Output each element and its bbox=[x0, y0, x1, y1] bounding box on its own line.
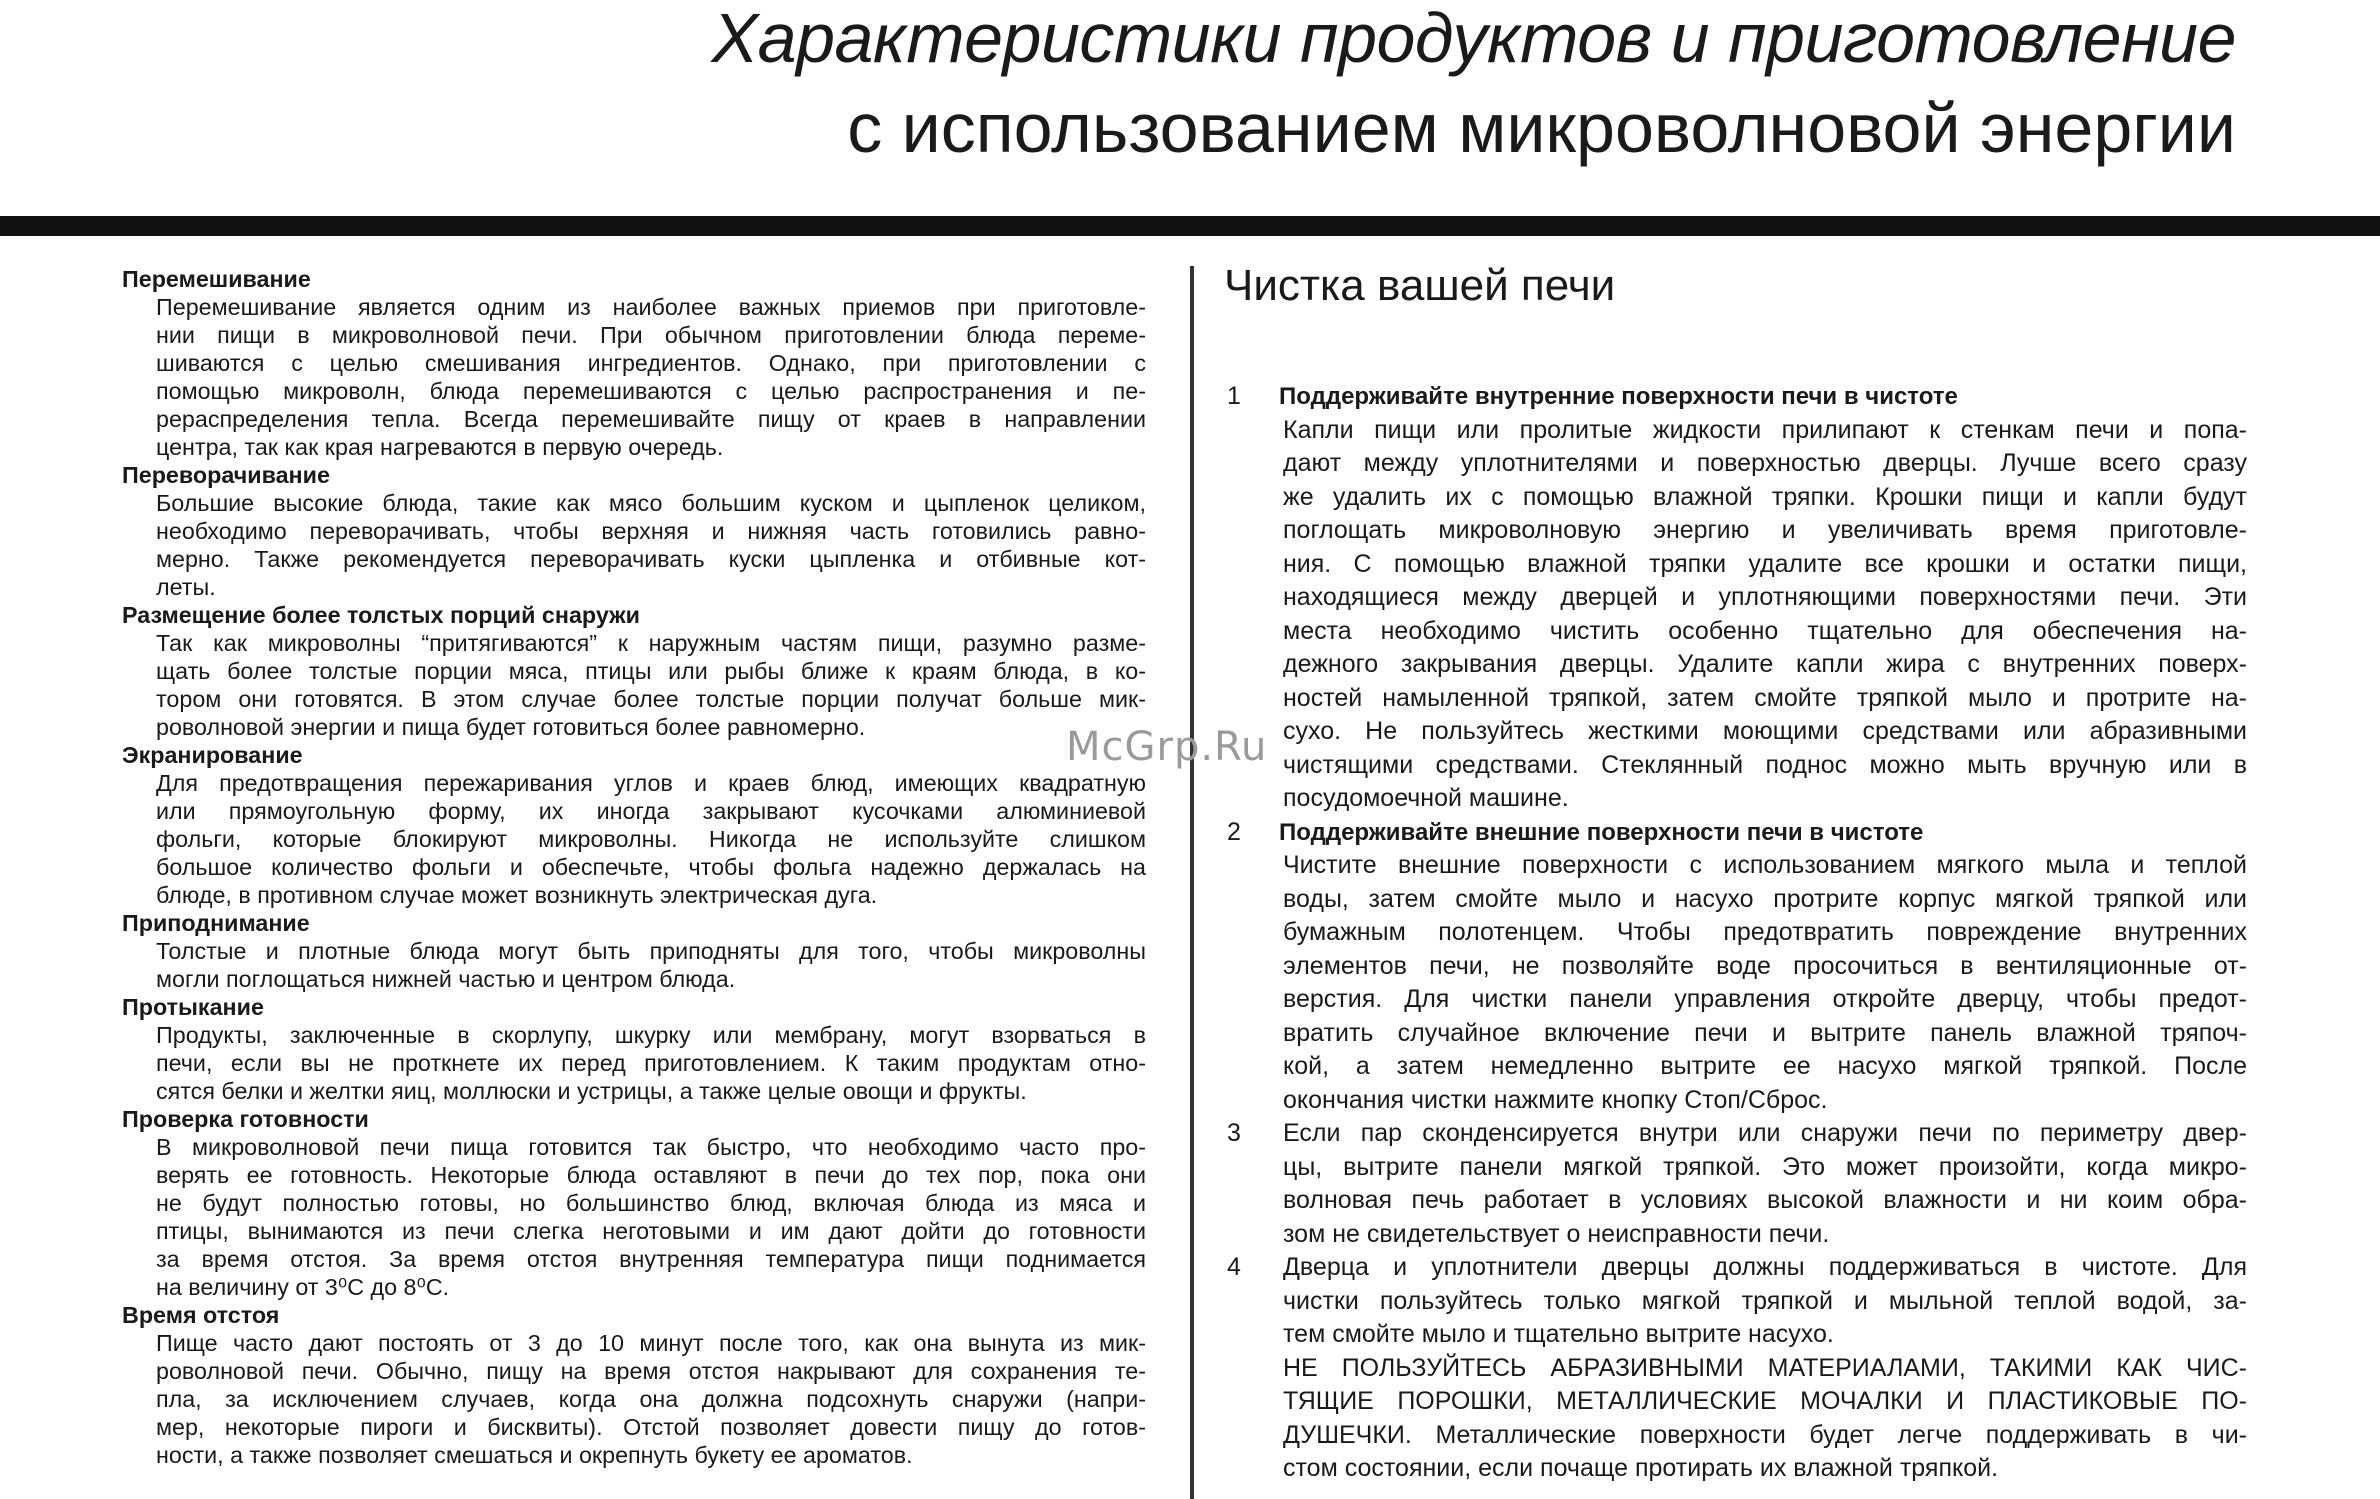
section-heading: Экранирование bbox=[122, 742, 303, 768]
page-title: Характеристики продуктов и приготовление bbox=[711, 0, 2236, 77]
text-line: кой, а затем немедленно вытрите ее насухо мягкой тряпкой. После bbox=[1283, 1052, 2247, 1080]
right-column bbox=[1227, 380, 2247, 1486]
text-line: стом состоянии, если почаще протирать их влажной тряпкой. bbox=[1283, 1454, 1999, 1482]
text-line: помощью микроволн, блюда перемешиваются с целью распространения и пе- bbox=[156, 378, 1146, 404]
text-line: фольги, которые блокируют микроволны. Никогда не используйте слишком bbox=[156, 826, 1146, 852]
text-line: чистящими средствами. Стеклянный поднос можно мыть вручную или в bbox=[1283, 750, 2247, 779]
cleaning-heading: Чистка вашей печи bbox=[1224, 261, 1616, 310]
text-line: чистки пользуйтесь только мягкой тряпкой и мыльной теплой водой, за- bbox=[1283, 1286, 2247, 1315]
text-line: мер, некоторые пироги и бисквиты). Отстой позволяет довести пищу до готов- bbox=[156, 1414, 1146, 1440]
text-line: птицы, вынимаются из печи слегка неготовыми и им дают дойти до готовности bbox=[156, 1218, 1146, 1244]
text-line: бумажным полотенцем. Чтобы предотвратить повреждение внутренних bbox=[1283, 918, 2247, 946]
text-line: блюде, в противном случае может возникнуть электрическая дуга. bbox=[156, 882, 878, 908]
left-column bbox=[122, 265, 1146, 1469]
text-line: шиваются с целью смешивания ингредиентов. Однако, при приготовлении с bbox=[156, 350, 1146, 376]
text-line: воды, затем смойте мыло и насухо протрите корпус мягкой тряпкой или bbox=[1283, 884, 2247, 913]
text-line: посудомоечной машине. bbox=[1283, 784, 1569, 812]
text-line: волновая печь работает в условиях высокой влажности и ни коим обра- bbox=[1283, 1186, 2247, 1214]
text-line: места необходимо чистить особенно тщательно для обеспечения на- bbox=[1283, 616, 2247, 645]
text-line: окончания чистки нажмите кнопку Стоп/Сброс. bbox=[1283, 1085, 1828, 1114]
section-body bbox=[156, 769, 1146, 909]
text-line: НЕ ПОЛЬЗУЙТЕСЬ АБРАЗИВНЫМИ МАТЕРИАЛАМИ, ТАКИМИ КАК ЧИС- bbox=[1283, 1353, 2247, 1382]
text-line: пла, за исключением случаев, когда она должна подсохнуть снаружи (напри- bbox=[156, 1386, 1146, 1412]
item-heading: Поддерживайте внутренние поверхности печи в чистоте bbox=[1279, 383, 1958, 410]
item-number: 2 bbox=[1227, 817, 1241, 846]
section-body bbox=[156, 489, 1146, 601]
item-number: 1 bbox=[1227, 382, 1241, 410]
text-line: печи, если вы не проткнете их перед приготовлением. К таким продуктам отно- bbox=[156, 1050, 1146, 1076]
item-body bbox=[1283, 414, 2247, 816]
section-heading: Переворачивание bbox=[122, 462, 330, 488]
text-line: не будут полностью готовы, но большинство блюд, включая блюда из мяса и bbox=[156, 1190, 1146, 1216]
item-body bbox=[1283, 849, 2247, 1117]
text-line: или прямоугольную форму, их иногда закрывают кусочками алюминиевой bbox=[156, 798, 1146, 824]
text-line: необходимо переворачивать, чтобы верхняя и нижняя часть готовились равно- bbox=[156, 518, 1146, 544]
text-line: верстия. Для чистки панели управления откройте дверцу, чтобы предот- bbox=[1283, 985, 2247, 1013]
text-line: большое количество фольги и обеспечьте, чтобы фольга надежно держалась на bbox=[156, 854, 1146, 880]
watermark: McGrp.Ru bbox=[1066, 724, 1268, 770]
item-heading: Поддерживайте внешние поверхности печи в чистоте bbox=[1279, 818, 1924, 846]
text-line: поглощать микроволновую энергию и увеличивать время приготовле- bbox=[1283, 516, 2247, 544]
text-line: могли поглощаться нижней частью и центром блюда. bbox=[156, 966, 736, 992]
text-line: ностей намыленной тряпкой, затем смойте тряпкой мыло и протрите на- bbox=[1283, 683, 2247, 712]
text-line: Толстые и плотные блюда могут быть приподняты для того, чтобы микроволны bbox=[156, 938, 1146, 964]
text-line: дают между уплотнителями и поверхностью дверцы. Лучше всего сразу bbox=[1283, 449, 2247, 477]
list-item bbox=[1227, 1251, 2247, 1486]
text-line: цы, вытрите панели мягкой тряпкой. Это может произойти, когда микро- bbox=[1283, 1152, 2247, 1181]
text-line: щать более толстые порции мяса, птицы или рыбы ближе к краям блюда, в ко- bbox=[156, 658, 1146, 684]
text-line: рераспределения тепла. Всегда перемешивайте пищу от краев в направлении bbox=[156, 406, 1146, 432]
item-body bbox=[1283, 1251, 2247, 1486]
text-line: сятся белки и желтки яиц, моллюски и устрицы, а также целые овощи и фрукты. bbox=[156, 1078, 1027, 1104]
item-body bbox=[1283, 1117, 2247, 1251]
text-line: Продукты, заключенные в скорлупу, шкурку или мембрану, могут взорваться в bbox=[156, 1022, 1146, 1048]
header-rule bbox=[0, 216, 2380, 236]
column-divider bbox=[1190, 266, 1194, 1499]
section-body bbox=[156, 1021, 1146, 1105]
section-body bbox=[156, 1133, 1146, 1301]
text-line: роволновой энергии и пища будет готовиться более равномерно. bbox=[156, 714, 866, 740]
text-line: ДУШЕЧКИ. Металлические поверхности будет легче поддерживать в чи- bbox=[1283, 1420, 2247, 1449]
text-line: элементов печи, не позволяйте воде просочиться в вентиляционные от- bbox=[1283, 951, 2247, 980]
section-body bbox=[156, 629, 1146, 741]
text-line: Большие высокие блюда, такие как мясо большим куском и цыпленок целиком, bbox=[156, 490, 1146, 516]
text-line: же удалить их с помощью влажной тряпки. Крошки пищи и капли будут bbox=[1283, 482, 2247, 511]
text-line: В микроволновой печи пища готовится так быстро, что необходимо часто про- bbox=[156, 1134, 1146, 1160]
text-line: тором они готовятся. В этом случае более толстые порции получат больше мик- bbox=[156, 686, 1146, 712]
text-line: Перемешивание является одним из наиболее важных приемов при приготовле- bbox=[156, 294, 1146, 320]
section-heading: Перемешивание bbox=[122, 266, 311, 292]
list-item bbox=[1227, 1117, 2247, 1251]
section-heading: Протыкание bbox=[122, 994, 264, 1020]
text-line: центра, так как края нагреваются в первую очередь. bbox=[156, 434, 724, 460]
text-line: тем смойте мыло и тщательно вытрите насухо. bbox=[1283, 1320, 1834, 1348]
text-line: мерно. Также рекомендуется переворачивать куски цыпленка и отбивные кот- bbox=[156, 546, 1146, 572]
text-line: леты. bbox=[156, 574, 216, 600]
list-item bbox=[1227, 380, 2247, 816]
page-subtitle: с использованием микроволновой энергии bbox=[847, 89, 2236, 167]
text-line: нии пищи в микроволновой печи. При обычном приготовлении блюда переме- bbox=[156, 322, 1146, 348]
text-line: Так как микроволны “притягиваются” к наружным частям пищи, разумно разме- bbox=[156, 630, 1146, 656]
section-heading: Приподнимание bbox=[122, 910, 310, 936]
text-line: Пище часто дают постоять от 3 до 10 минут после того, как она вынута из мик- bbox=[156, 1330, 1146, 1356]
text-line: роволновой печи. Обычно, пищу на время отстоя накрывают для сохранения те- bbox=[156, 1358, 1146, 1384]
text-line: Чистите внешние поверхности с использованием мягкого мыла и теплой bbox=[1283, 851, 2247, 879]
text-line: на величину от 3⁰С до 8⁰С. bbox=[156, 1274, 450, 1300]
text-line: дежного закрывания дверцы. Удалите капли жира с внутренних поверх- bbox=[1283, 650, 2247, 678]
section-body bbox=[156, 293, 1146, 461]
text-line: зом не свидетельствует о неисправности печи. bbox=[1283, 1219, 1830, 1248]
section-body bbox=[156, 937, 1146, 993]
text-line: за время отстоя. За время отстоя внутренняя температура пищи поднимается bbox=[156, 1246, 1146, 1272]
item-number: 4 bbox=[1227, 1253, 1241, 1281]
text-line: ния. С помощью влажной тряпки удалите все крошки и остатки пищи, bbox=[1283, 549, 2247, 578]
text-line: вратить случайное включение печи и вытрите панель влажной тряпоч- bbox=[1283, 1018, 2247, 1047]
list-item bbox=[1227, 816, 2247, 1118]
text-line: Если пар сконденсируется внутри или снаружи печи по периметру двер- bbox=[1283, 1119, 2247, 1147]
section-heading: Проверка готовности bbox=[122, 1106, 369, 1132]
text-line: Дверца и уплотнители дверцы должны поддерживаться в чистоте. Для bbox=[1283, 1253, 2247, 1281]
text-line: сухо. Не пользуйтесь жесткими моющими средствами или абразивными bbox=[1283, 717, 2247, 745]
item-number: 3 bbox=[1227, 1119, 1241, 1147]
section-heading: Размещение более толстых порций снаружи bbox=[122, 602, 640, 628]
text-line: находящиеся между дверцей и уплотняющими поверхностями печи. Эти bbox=[1283, 583, 2247, 611]
text-line: Капли пищи или пролитые жидкости прилипают к стенкам печи и попа- bbox=[1283, 415, 2247, 444]
section-body bbox=[156, 1329, 1146, 1469]
text-line: ности, а также позволяет смешаться и окрепнуть букету ее ароматов. bbox=[156, 1442, 913, 1468]
text-line: верять ее готовность. Некоторые блюда оставляют в печи до тех пор, пока они bbox=[156, 1162, 1146, 1188]
text-line: ТЯЩИЕ ПОРОШКИ, МЕТАЛЛИЧЕСКИЕ МОЧАЛКИ И ПЛАСТИКОВЫЕ ПО- bbox=[1283, 1387, 2247, 1415]
text-line: Для предотвращения пережаривания углов и краев блюд, имеющих квадратную bbox=[156, 770, 1146, 796]
section-heading: Время отстоя bbox=[122, 1302, 280, 1328]
